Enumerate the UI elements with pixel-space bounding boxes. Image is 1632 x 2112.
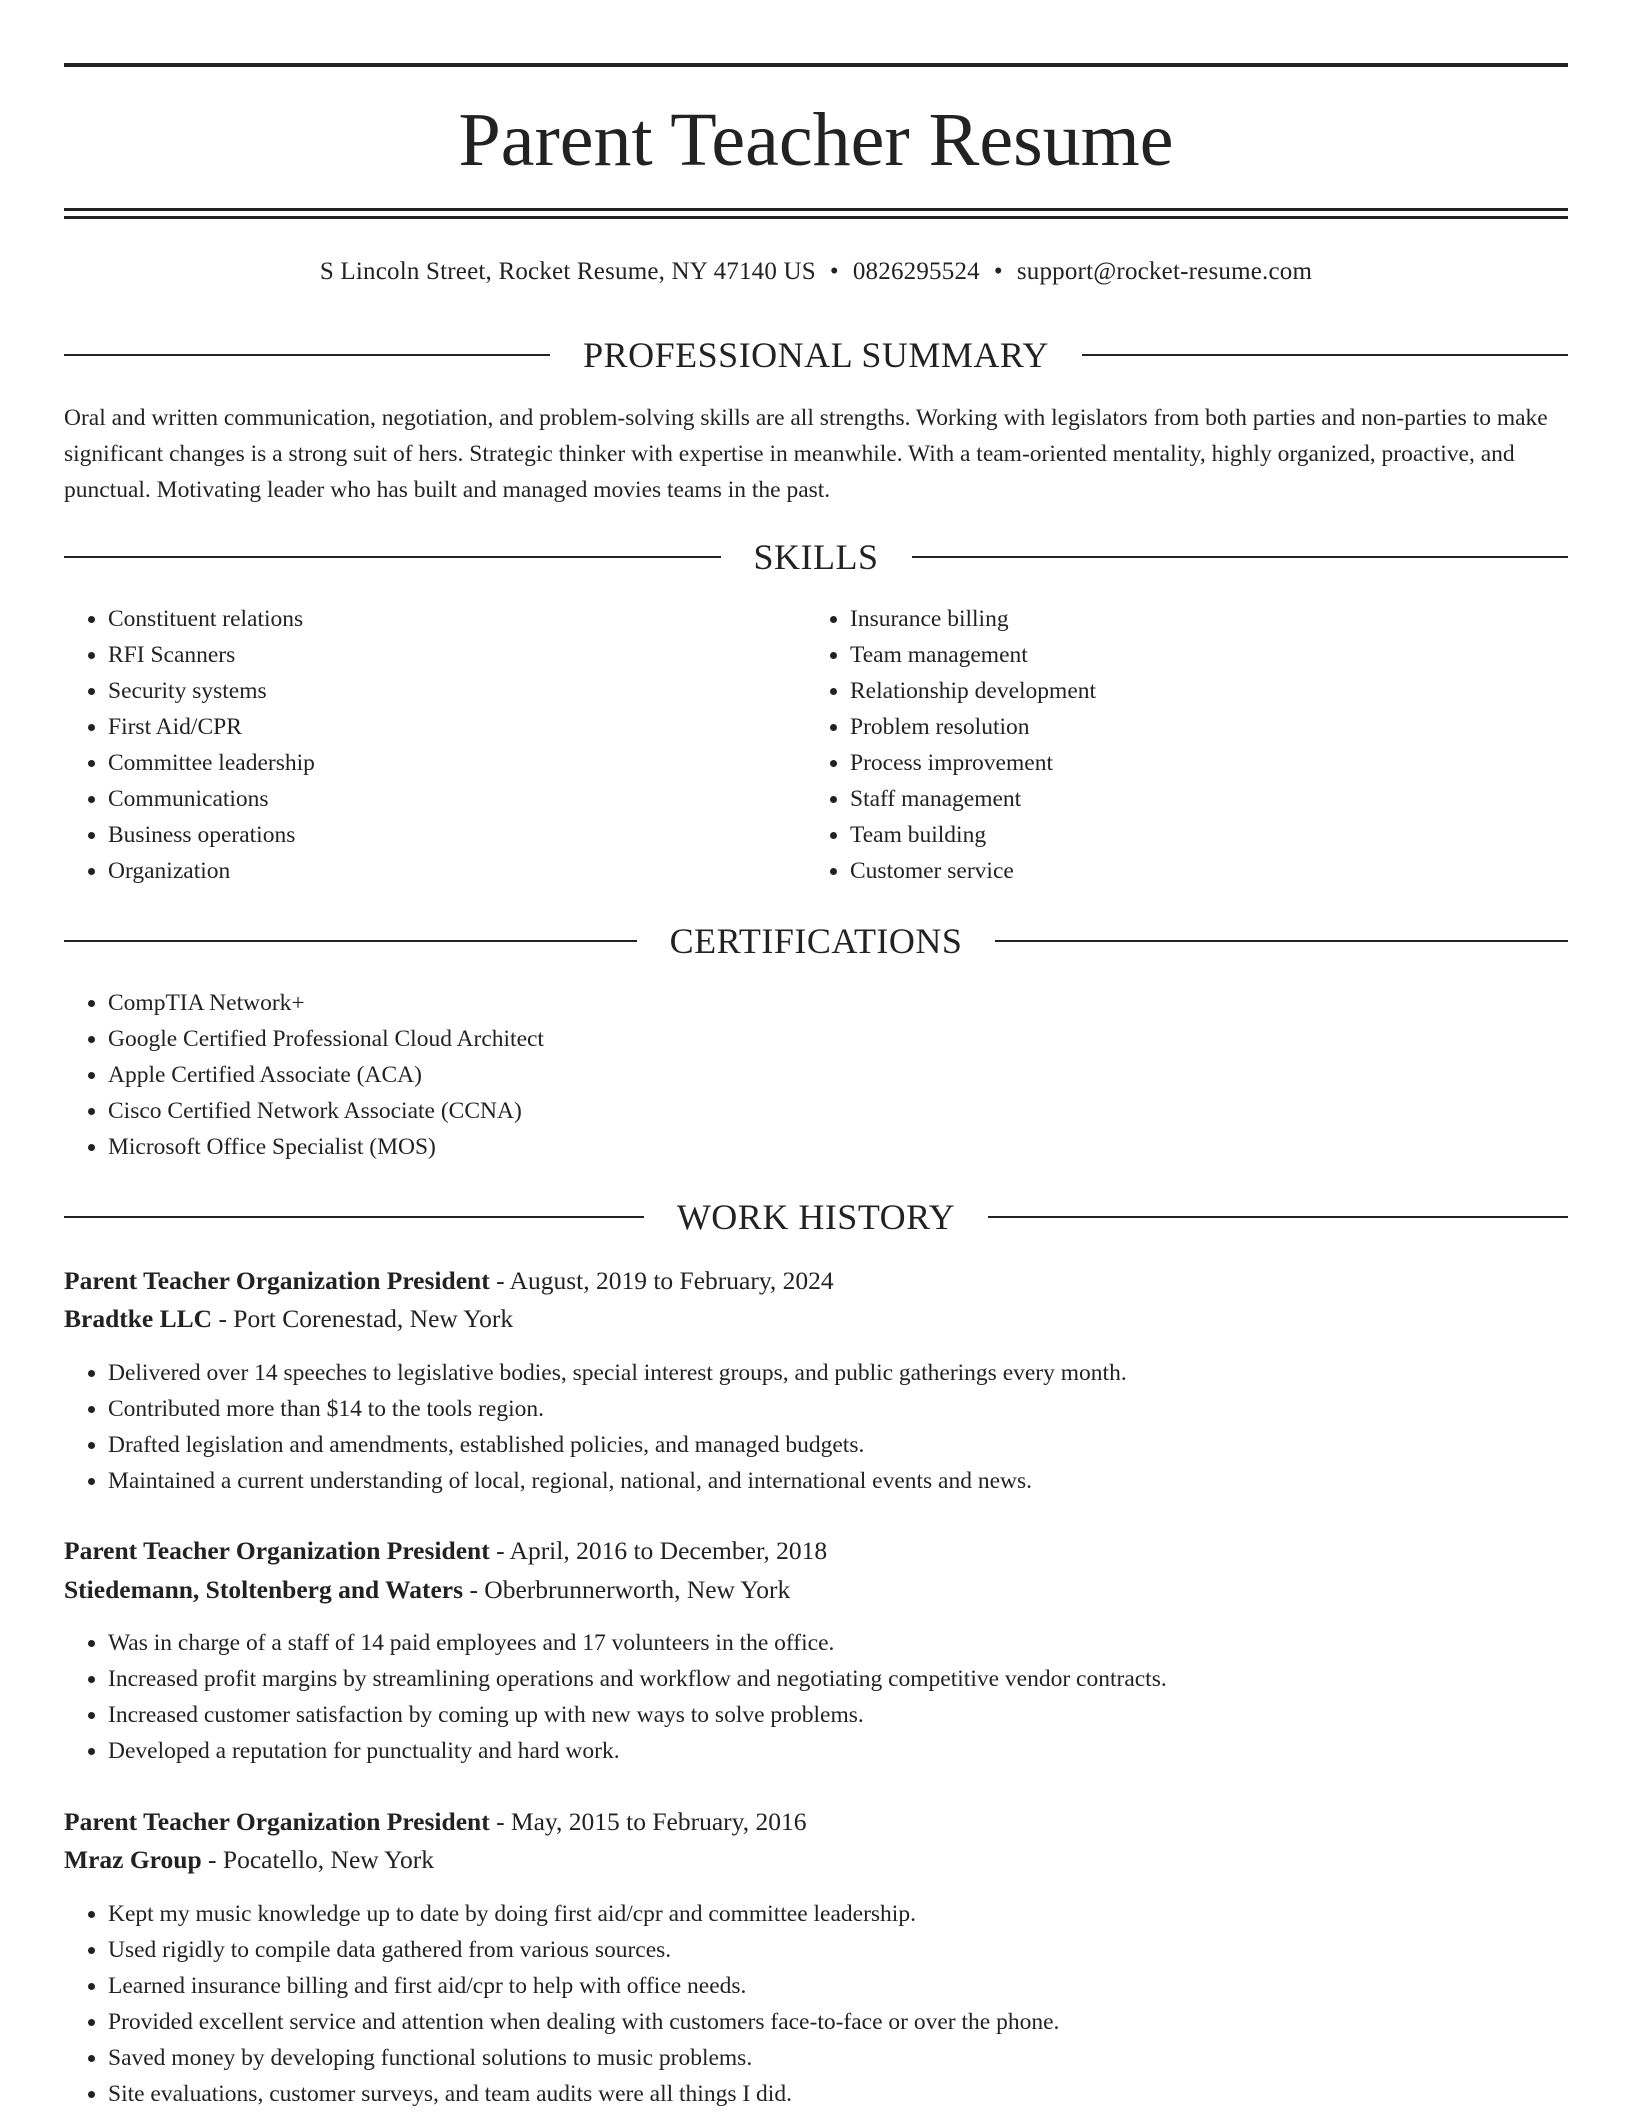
section-title: PROFESSIONAL SUMMARY <box>583 335 1049 375</box>
title-double-rule-upper <box>64 208 1568 211</box>
list-item: • Learned insurance billing and first aid/cpr to help with office needs. <box>108 1968 1568 2004</box>
job-location: - Oberbrunnerworth, New York <box>463 1575 791 1604</box>
job-company-line <box>64 1300 1568 1338</box>
list-item: • Security systems <box>108 673 808 709</box>
top-rule <box>64 63 1568 67</box>
list-item: • Cisco Certified Network Associate (CCNA) <box>108 1093 1568 1129</box>
list-item: • Increased profit margins by streamlining operations and workflow and negotiating competitive vendor contracts. <box>108 1661 1568 1697</box>
list-item: • Communications <box>108 781 808 817</box>
list-item: • Google Certified Professional Cloud Architect <box>108 1021 1568 1057</box>
section-title: CERTIFICATIONS <box>669 921 963 961</box>
contact-separator: • <box>829 258 839 285</box>
list-item: • Relationship development <box>850 673 1550 709</box>
heading-rule <box>64 1216 644 1218</box>
list-item: • Delivered over 14 speeches to legislative bodies, special interest groups, and public gatherings every month. <box>108 1355 1568 1391</box>
contact-phone: 0826295524 <box>852 258 980 285</box>
list-item: • Maintained a current understanding of local, regional, national, and international events and news. <box>108 1463 1568 1499</box>
list-item: • Team building <box>850 817 1550 853</box>
list-item: • CompTIA Network+ <box>108 985 1568 1021</box>
job-title-line <box>64 1262 1568 1300</box>
job-title-line <box>64 1803 1568 1841</box>
list-item: • Microsoft Office Specialist (MOS) <box>108 1129 1568 1165</box>
list-item: • First Aid/CPR <box>108 709 808 745</box>
skills-list-right <box>806 601 1550 889</box>
section-heading-skills <box>64 532 1568 582</box>
list-item: • Kept my music knowledge up to date by doing first aid/cpr and committee leadership. <box>108 1896 1568 1932</box>
list-item: • Process improvement <box>850 745 1550 781</box>
list-item: • Business operations <box>108 817 808 853</box>
certifications-list <box>64 985 1568 1165</box>
list-item: • Site evaluations, customer surveys, and team audits were all things I did. <box>108 2076 1568 2112</box>
job-dates: - August, 2019 to February, 2024 <box>489 1266 834 1295</box>
job-company: Mraz Group <box>64 1845 202 1874</box>
job-title: Parent Teacher Organization President <box>64 1807 490 1836</box>
heading-rule <box>1082 354 1568 356</box>
summary-text: Oral and written communication, negotiation, and problem-solving skills are all strengths. Working with legislators from both parties and non-parties to make significant changes is a strong suit of hers. Strategic thinker with expertise in meanwhile. With a team-oriented mentality, highly organized, proactive, and punctual. Motivating leader who has built and managed movies teams in the past. <box>64 405 1548 503</box>
section-heading-work-history <box>64 1192 1568 1242</box>
list-item: • Saved money by developing functional solutions to music problems. <box>108 2040 1568 2076</box>
job-location: - Port Corenestad, New York <box>212 1304 514 1333</box>
contact-line <box>64 254 1568 290</box>
list-item: • Constituent relations <box>108 601 808 637</box>
job-company: Bradtke LLC <box>64 1304 213 1333</box>
job-location: - Pocatello, New York <box>201 1845 434 1874</box>
job-bullets <box>64 1355 1568 1499</box>
list-item: • Increased customer satisfaction by coming up with new ways to solve problems. <box>108 1697 1568 1733</box>
job-company-line <box>64 1841 1568 1879</box>
list-item: • Contributed more than $14 to the tools region. <box>108 1391 1568 1427</box>
list-item: • Committee leadership <box>108 745 808 781</box>
job-dates: - May, 2015 to February, 2016 <box>489 1807 807 1836</box>
title-double-rule-lower <box>64 216 1568 219</box>
list-item: • Problem resolution <box>850 709 1550 745</box>
job-company: Stiedemann, Stoltenberg and Waters <box>64 1575 464 1604</box>
section-heading-certifications <box>64 916 1568 966</box>
job-company-line <box>64 1571 1568 1609</box>
section-title: SKILLS <box>753 537 879 577</box>
skills-list-left <box>64 601 808 889</box>
list-item: • Used rigidly to compile data gathered from various sources. <box>108 1932 1568 1968</box>
resume-title: Parent Teacher Resume <box>458 98 1174 182</box>
list-item: • Was in charge of a staff of 14 paid employees and 17 volunteers in the office. <box>108 1625 1568 1661</box>
section-heading-summary <box>64 330 1568 380</box>
list-item: • RFI Scanners <box>108 637 808 673</box>
list-item: • Staff management <box>850 781 1550 817</box>
list-item: • Provided excellent service and attention when dealing with customers face-to-face or over the phone. <box>108 2004 1568 2040</box>
heading-rule <box>988 1216 1568 1218</box>
heading-rule <box>995 940 1568 942</box>
heading-rule <box>912 556 1569 558</box>
job-title-line <box>64 1532 1568 1570</box>
list-item: • Apple Certified Associate (ACA) <box>108 1057 1568 1093</box>
heading-rule <box>64 556 721 558</box>
contact-separator: • <box>993 258 1003 285</box>
job-bullets <box>64 1896 1568 2112</box>
list-item: • Developed a reputation for punctuality and hard work. <box>108 1733 1568 1769</box>
section-title: WORK HISTORY <box>676 1197 956 1237</box>
job-title: Parent Teacher Organization President <box>64 1266 490 1295</box>
list-item: • Organization <box>108 853 808 889</box>
contact-address: S Lincoln Street, Rocket Resume, NY 47140 US <box>319 258 816 285</box>
list-item: • Team management <box>850 637 1550 673</box>
heading-rule <box>64 354 550 356</box>
contact-email: support@rocket-resume.com <box>1016 258 1313 285</box>
heading-rule <box>64 940 637 942</box>
list-item: • Customer service <box>850 853 1550 889</box>
list-item: • Insurance billing <box>850 601 1550 637</box>
job-bullets <box>64 1625 1568 1769</box>
job-title: Parent Teacher Organization President <box>64 1536 490 1565</box>
job-dates: - April, 2016 to December, 2018 <box>489 1536 828 1565</box>
list-item: • Drafted legislation and amendments, established policies, and managed budgets. <box>108 1427 1568 1463</box>
